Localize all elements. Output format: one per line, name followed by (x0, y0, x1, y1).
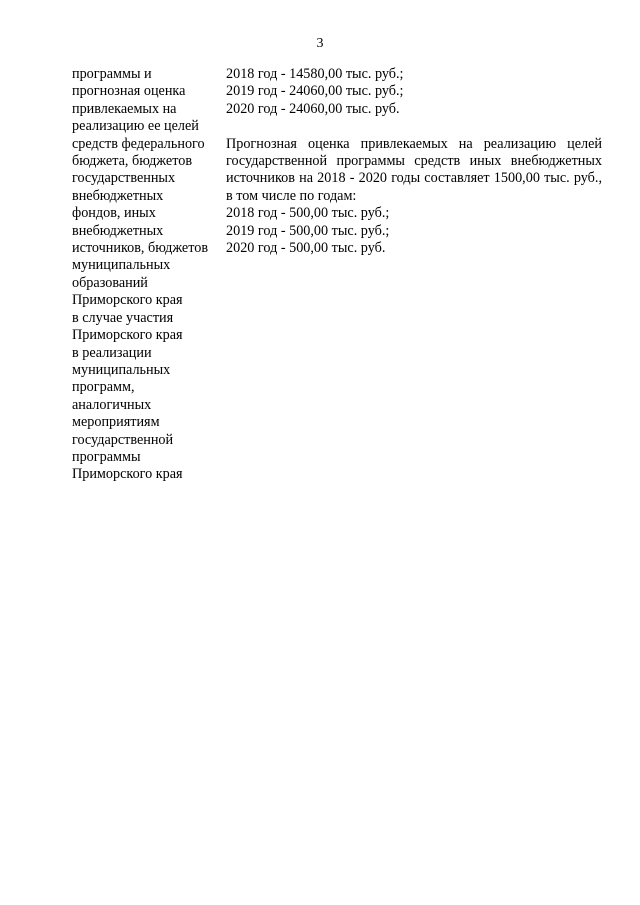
label-line: муниципальных (72, 361, 171, 378)
label-line: внебюджетных (72, 187, 164, 204)
label-line: муниципальных (72, 257, 171, 274)
label-line: программы и (72, 66, 152, 82)
extrabudgetary-year-line: 2018 год - 500,00 тыс. руб.; (226, 205, 390, 222)
label-line: государственной (72, 431, 174, 448)
label-line: мероприятиям (72, 414, 160, 431)
label-line: программы (72, 448, 141, 465)
label-line: в реализации (72, 344, 152, 361)
label-line: фондов, иных (72, 205, 156, 222)
section-label-column (72, 66, 222, 484)
label-line: прогнозная оценка (72, 83, 186, 100)
label-line: Приморского края (72, 327, 183, 344)
label-line: государственных (72, 170, 176, 187)
label-line: Приморского края (72, 292, 183, 309)
label-line: Приморского края (72, 466, 183, 483)
funding-year-line: 2018 год - 14580,00 тыс. руб.; (226, 66, 404, 82)
label-line: бюджета, бюджетов (72, 153, 193, 170)
funding-year-line: 2019 год - 24060,00 тыс. руб.; (226, 83, 404, 100)
extrabudgetary-year-line: 2019 год - 500,00 тыс. руб.; (226, 222, 390, 239)
page-number: 3 (316, 36, 324, 51)
forecast-paragraph: Прогнозная оценка привлекаемых на реализацию целей государственной программы средств иных внебюджетных источников на 2018 - 2020 годы составляет 1500,00 тыс. руб., в том числе по годам: (226, 135, 602, 204)
label-line: программ, (72, 379, 135, 396)
label-line: аналогичных (72, 396, 152, 413)
funding-year-line: 2020 год - 24060,00 тыс. руб. (226, 100, 400, 117)
label-line: внебюджетных (72, 222, 164, 239)
label-line: источников, бюджетов (72, 240, 209, 257)
section-value-column (226, 66, 602, 257)
extrabudgetary-year-line: 2020 год - 500,00 тыс. руб. (226, 240, 386, 257)
label-line: реализацию ее целей (72, 118, 199, 135)
label-line: средств федерального (72, 135, 205, 152)
label-line: привлекаемых на (72, 100, 177, 117)
label-line: в случае участия (72, 309, 174, 326)
label-line: образований (72, 274, 148, 291)
